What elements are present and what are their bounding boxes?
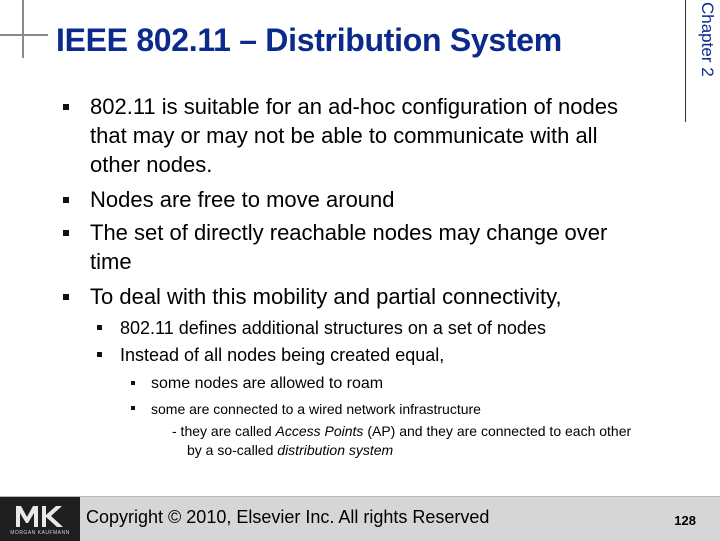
sub-sub-bullet-text: some nodes are allowed to roam [151,375,384,392]
note-text: by a so-called [187,442,278,458]
bullet-marker [63,197,69,203]
sub-bullet-marker [97,325,102,330]
bullet-marker [63,294,69,300]
page-number: 128 [674,513,696,528]
chapter-label: Chapter 2 [698,2,717,77]
sub-sub-bullet-marker [131,381,135,385]
sub-bullet-text: 802.11 defines additional structures on a set of nodes [120,318,546,338]
bullet-text: other nodes. [90,152,213,177]
bullet-text: time [90,249,132,274]
bullet-marker [63,230,69,236]
bullet-text: that may or may not be able to communicate with all [90,123,598,148]
note-text: (AP) and they are connected to each other [363,423,632,439]
sub-bullet-text: Instead of all nodes being created equal, [120,345,445,365]
sub-bullet-marker [97,352,102,357]
note-line-2 [187,440,393,460]
slide-title: IEEE 802.11 – Distribution System [56,22,562,58]
sub-sub-bullet-text: some are connected to a wired network infrastructure [151,401,481,417]
bullet-text: Nodes are free to move around [90,187,395,212]
publisher-logo [0,497,80,541]
copyright-text: Copyright © 2010, Elsevier Inc. All rights Reserved [86,507,490,527]
footer-bar [0,496,720,541]
bullet-text: 802.11 is suitable for an ad-hoc configuration of nodes [90,94,618,119]
logo-subtitle: MORGAN KAUFMANN [10,530,70,536]
mk-logo-icon [14,503,68,529]
sub-sub-bullet-marker [131,406,135,410]
note-line-1 [172,421,631,441]
bullet-text: To deal with this mobility and partial connectivity, [90,284,562,309]
bullet-marker [63,104,69,110]
note-text: - they are called [172,423,276,439]
bullet-text: The set of directly reachable nodes may change over [90,220,608,245]
note-emphasis: distribution system [277,442,394,458]
note-emphasis: Access Points [275,423,364,439]
